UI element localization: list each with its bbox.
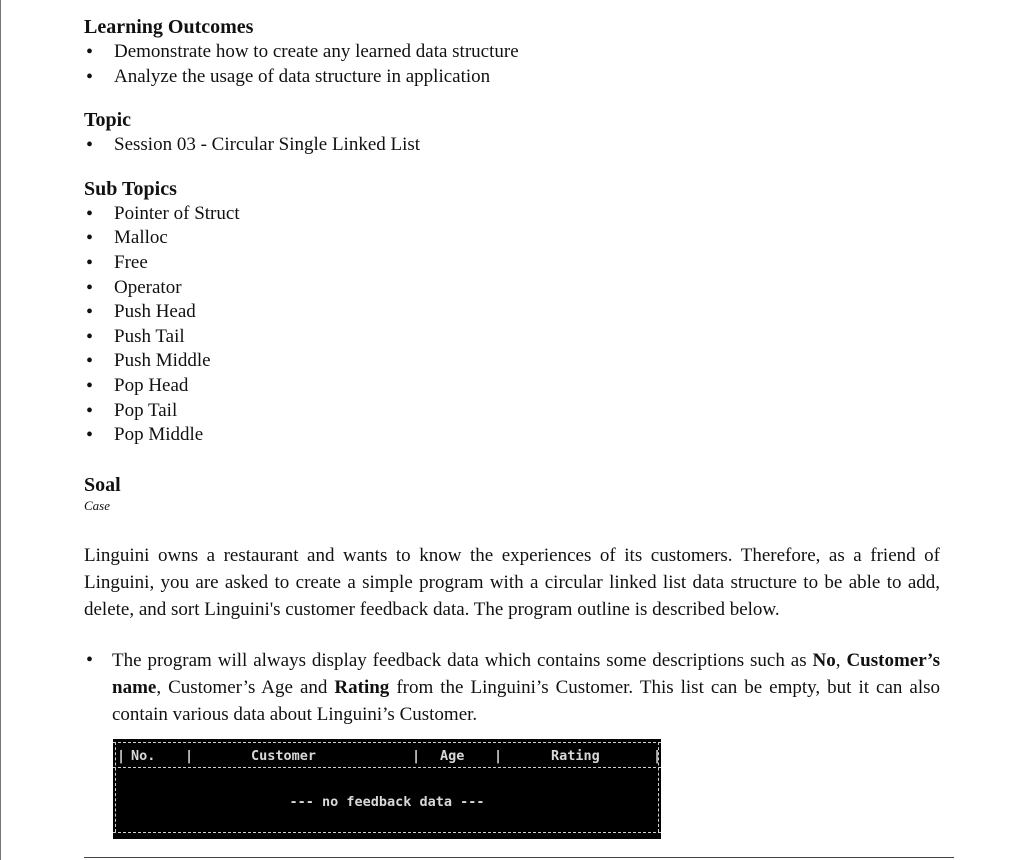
- list-item: • Operator: [84, 276, 940, 301]
- col-header-customer: Customer: [251, 748, 317, 764]
- topic-heading: Topic: [84, 109, 132, 132]
- list-item: • Session 03 - Circular Single Linked List: [84, 133, 940, 158]
- bold-rating: Rating: [334, 676, 390, 698]
- col-separator: |: [412, 748, 421, 764]
- learning-outcomes-heading: Learning Outcomes: [84, 16, 254, 38]
- list-item: • Free: [84, 251, 940, 276]
- col-separator: |: [653, 748, 662, 764]
- bullet-text: from the Linguini’s Customer. This list can be empty, but it can also contain various data about Linguini’s Customer.: [112, 676, 940, 725]
- bullet-text: , Customer’s Age and: [156, 676, 335, 698]
- bullet-text: ,: [835, 649, 847, 671]
- bold-no: No: [812, 649, 836, 671]
- learning-outcomes-list: [84, 40, 940, 89]
- list-item: • Pop Tail: [84, 399, 940, 424]
- list-item: • Malloc: [84, 226, 940, 251]
- topic-list: [84, 133, 940, 158]
- col-separator: |: [494, 748, 503, 764]
- list-item: • Push Head: [84, 300, 940, 325]
- bottom-divider: [84, 857, 954, 858]
- list-item: • Push Middle: [84, 349, 940, 374]
- col-separator: |: [185, 748, 194, 764]
- left-page-edge: [0, 0, 1, 860]
- program-outline-bullet: [84, 647, 940, 728]
- sub-topics-heading: Sub Topics: [84, 177, 177, 200]
- col-separator: |: [117, 748, 126, 764]
- case-paragraph: Linguini owns a restaurant and wants to know the experiences of its customers. Therefore, as a friend of Linguini, you are asked to create a simple program with a circular linked list data structure to be able to add, delete, and sort Linguini's customer feedback data. The program outline is described below.: [84, 544, 940, 620]
- list-item: • Pop Head: [84, 374, 940, 399]
- document-page: [84, 14, 940, 728]
- list-item: • Push Tail: [84, 325, 940, 350]
- col-header-rating: Rating: [551, 748, 600, 764]
- sub-topics-list: [84, 202, 940, 448]
- soal-heading: Soal: [84, 473, 121, 496]
- list-item: • Pointer of Struct: [84, 202, 940, 227]
- case-caption: Case: [84, 497, 110, 513]
- list-item: • Pop Middle: [84, 423, 940, 448]
- bullet-text: The program will always display feedback data which contains some descriptions such as: [112, 649, 813, 671]
- list-item: • Demonstrate how to create any learned data structure: [84, 40, 940, 65]
- bold-customer-name: Customer’s name: [112, 649, 940, 698]
- empty-feedback-message: --- no feedback data ---: [289, 794, 485, 810]
- list-item: • Analyze the usage of data structure in application: [84, 65, 940, 90]
- col-header-no: No.: [131, 748, 156, 764]
- col-header-age: Age: [440, 748, 465, 764]
- console-feedback-table: [113, 739, 661, 839]
